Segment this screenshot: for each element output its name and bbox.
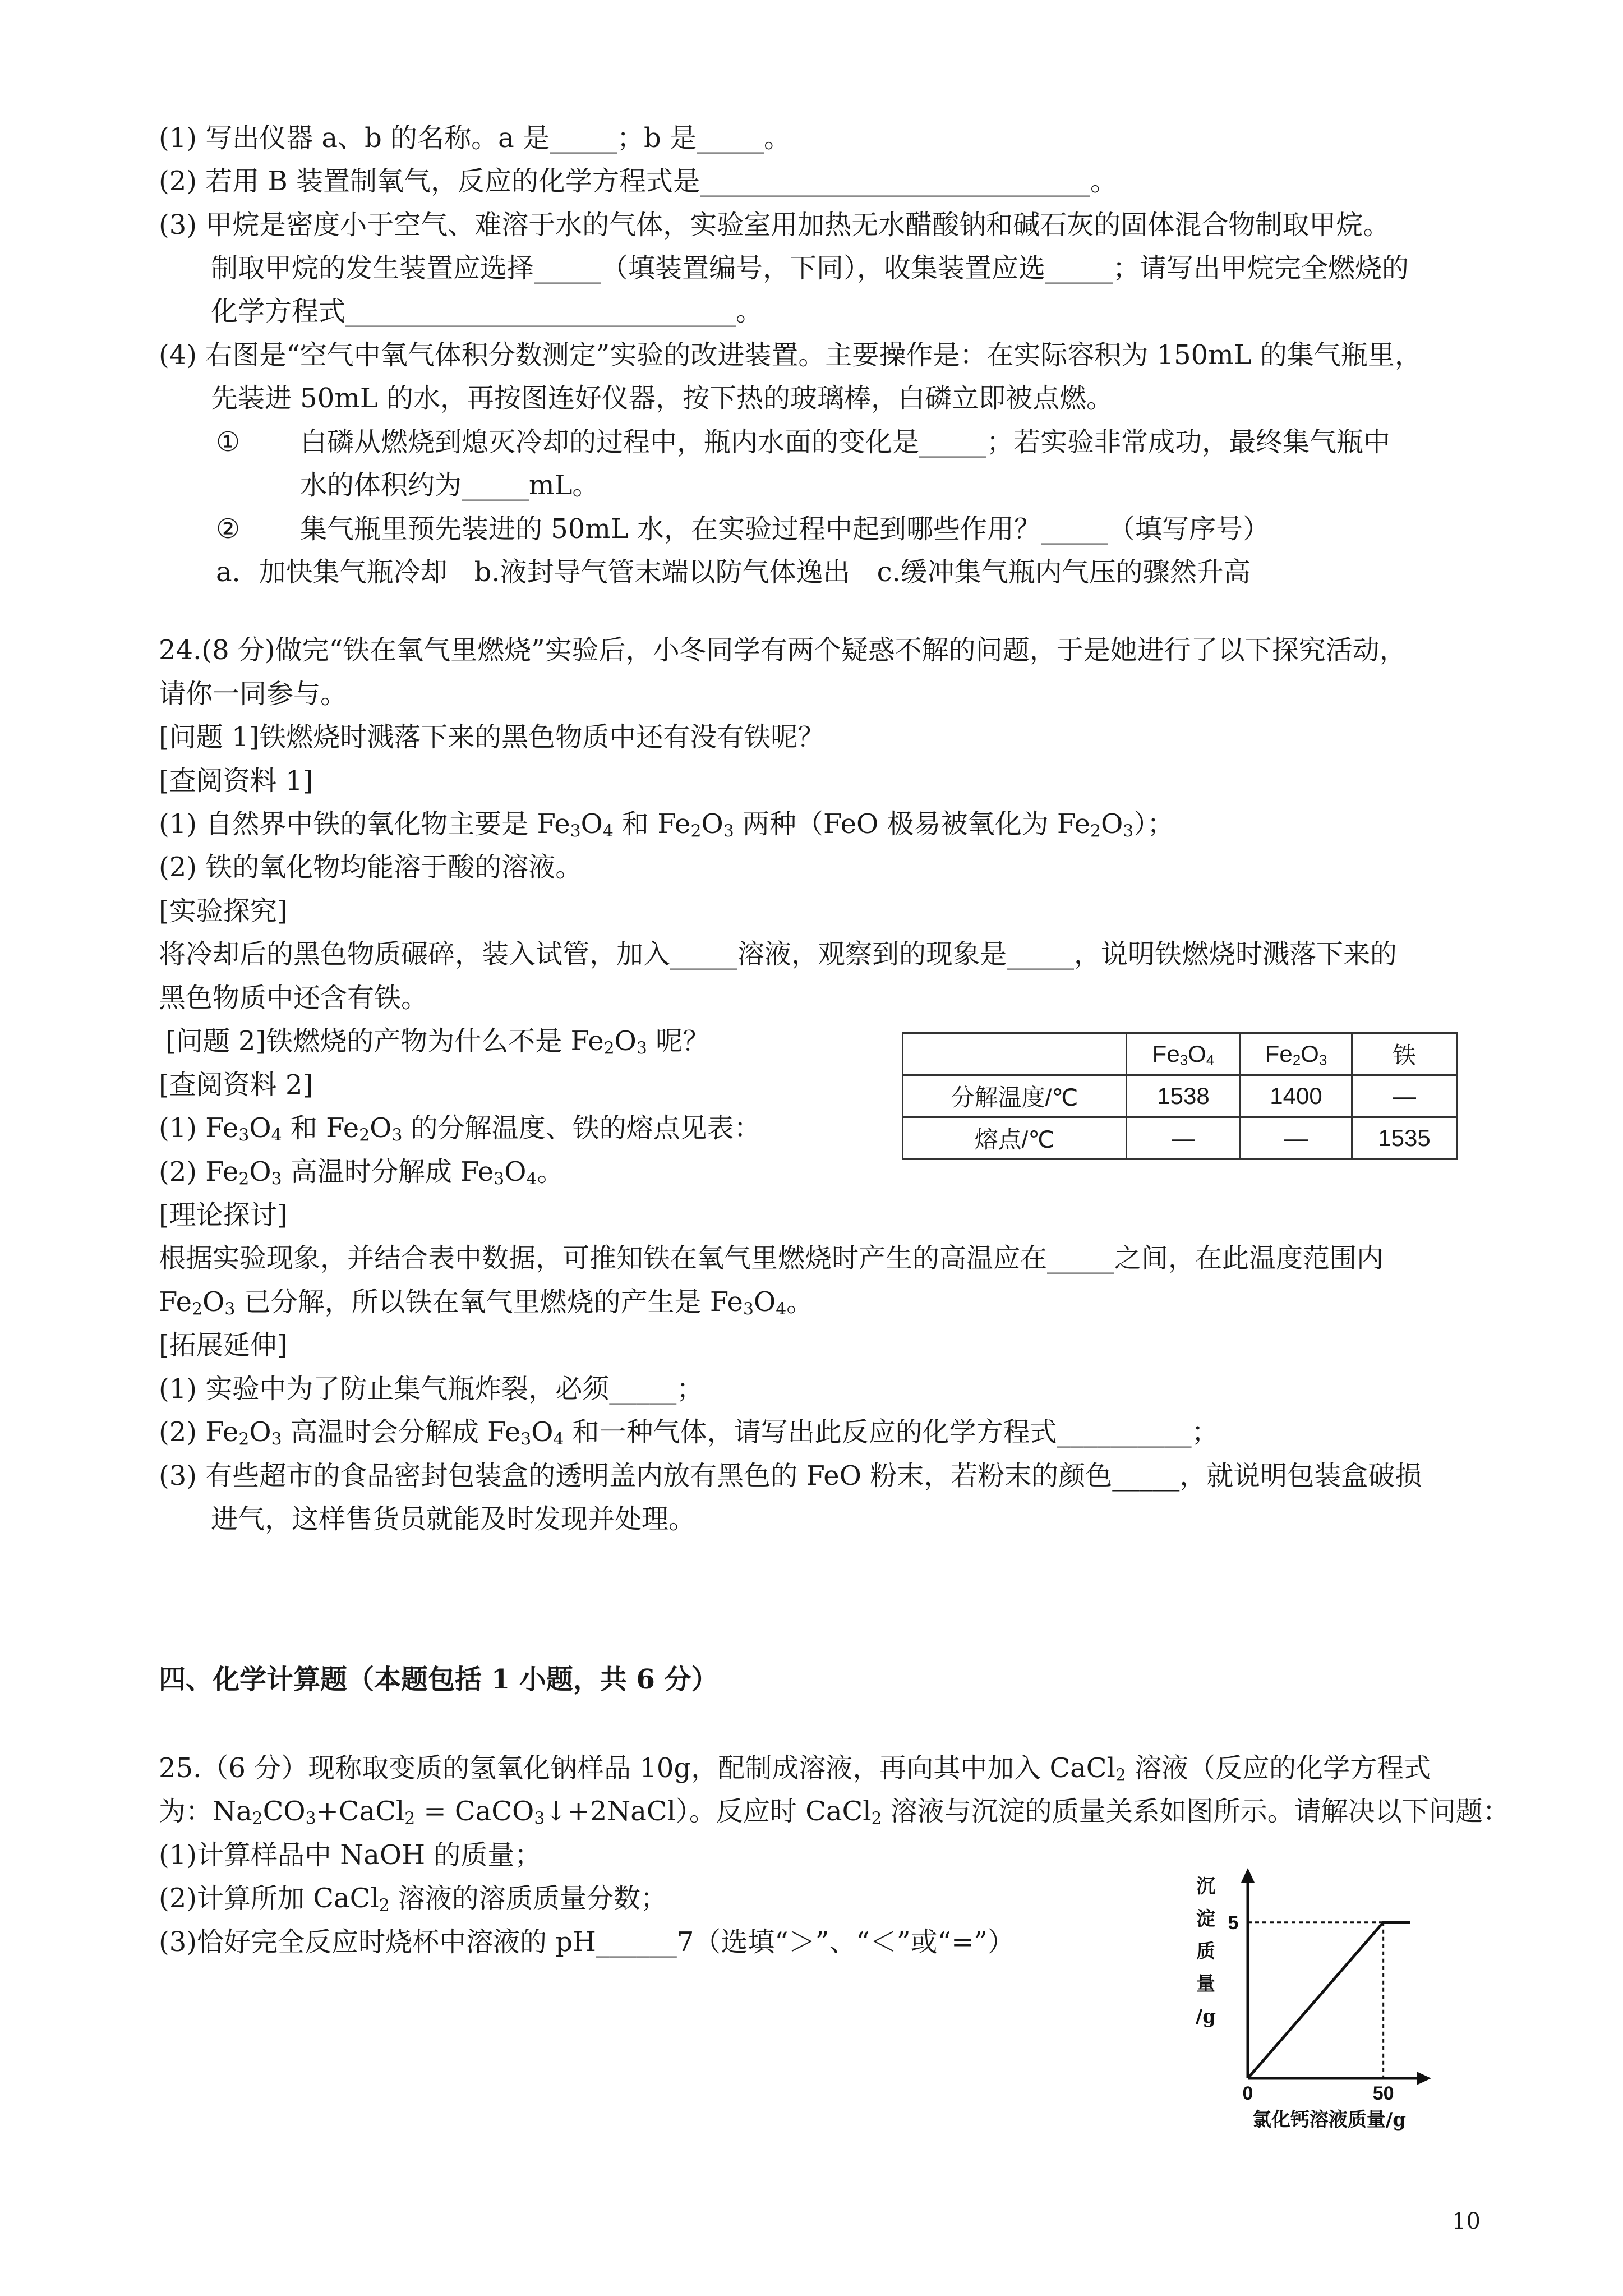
table-corner-cell <box>903 1033 1127 1075</box>
precipitate-mass-chart <box>1178 1868 1492 2137</box>
table-cell: 1538 <box>1127 1075 1241 1117</box>
q23-part4-line1: (4) 右图是“空气中氧气体积分数测定”实验的改进装置。主要操作是：在实际容积为 150mL 的集气瓶里， <box>159 339 1422 371</box>
chart-x-tick-label: 50 <box>1372 2083 1394 2104</box>
table-header-row <box>903 1033 1457 1075</box>
q24-extend-item3-line1: (3) 有些超市的食品密封包装盒的透明盖内放有黑色的 FeO 粉末，若粉末的颜色_____，就说明包装盒破损 <box>159 1460 1422 1492</box>
page-number: 10 <box>1452 2208 1481 2234</box>
q25-question1: (1)计算样品中 NaOH 的质量； <box>159 1839 542 1871</box>
q23-part3-line1: (3) 甲烷是密度小于空气、难溶于水的气体，实验室用加热无水醋酸钠和碱石灰的固体混合物制取甲烷。 <box>159 209 1390 241</box>
q24-extend-item3-line2: 进气，这样售货员就能及时发现并处理。 <box>211 1503 696 1535</box>
table-cell: — <box>1352 1075 1457 1117</box>
table-cell: 1400 <box>1241 1075 1352 1117</box>
chart-series-line <box>1248 1922 1410 2078</box>
q24-extend-item1: (1) 实验中为了防止集气瓶炸裂，必须_____； <box>159 1373 704 1405</box>
chart-y-tick-label: 5 <box>1228 1912 1239 1934</box>
table-row <box>903 1075 1457 1117</box>
q24-intro-line1: 24.(8 分)做完“铁在氧气里燃烧”实验后，小冬同学有两个疑惑不解的问题，于是她进行了以下探究活动， <box>159 634 1407 666</box>
q24-problem2: [问题 2]铁燃烧的产物为什么不是 $Fe_2O_3$ 呢？ <box>165 1025 710 1059</box>
q23-part1: (1) 写出仪器 a、b 的名称。a 是_____；b 是_____。 <box>159 122 791 154</box>
chart-y-axis-label-char: /g <box>1195 2005 1216 2028</box>
chart-origin-label: 0 <box>1242 2083 1253 2104</box>
decomposition-melting-table <box>902 1032 1458 1160</box>
chart-y-axis-arrow <box>1241 1868 1255 1883</box>
q25-question2: (2)计算所加 CaCl$_2$ 溶液的溶质质量分数； <box>159 1883 667 1916</box>
q24-reference1-item1: (1) 自然界中铁的氧化物主要是 $Fe_3O_4$ 和 $Fe_2O_3$ 两种（FeO 极易被氧化为 $Fe_2O_3$）； <box>159 808 1174 841</box>
table-row <box>903 1117 1457 1159</box>
chart-y-axis-label-char: 淀 <box>1196 1908 1215 1930</box>
q23-options: a．加快集气瓶冷却 b.液封导气管末端以防气体逸出 c.缓冲集气瓶内气压的骤然升高 <box>216 556 1251 588</box>
table-row-label-melting: 熔点/℃ <box>903 1117 1127 1159</box>
q23-sub2-number: ② <box>216 513 241 545</box>
chart-x-axis-label: 氯化钙溶液质量/g <box>1252 2109 1407 2131</box>
q23-part2: (2) 若用 B 装置制氧气，反应的化学方程式是_____________________________。 <box>159 165 1118 197</box>
q24-extend-heading: [拓展延伸] <box>159 1329 288 1361</box>
q23-part3-line3: 化学方程式_____________________________。 <box>211 296 763 327</box>
table-header-fe2o3: $Fe_2O_3$ <box>1241 1033 1352 1075</box>
q24-reference2-item2: (2) $Fe_2O_3$ 高温时分解成 $Fe_3O_4$。 <box>159 1156 564 1189</box>
q24-theory-heading: [理论探讨] <box>159 1199 288 1231</box>
table-header-iron: 铁 <box>1352 1033 1457 1075</box>
section4-title: 四、化学计算题（本题包括 1 小题，共 6 分） <box>159 1664 718 1695</box>
table-cell: — <box>1127 1117 1241 1159</box>
q23-sub1-line2: 水的体积约为_____mL。 <box>300 470 600 501</box>
chart-y-axis-label-char: 质 <box>1196 1940 1215 1963</box>
q24-reference1-heading: [查阅资料 1] <box>159 765 313 797</box>
chart-y-axis-label-char: 量 <box>1196 1973 1215 1995</box>
table-cell: 1535 <box>1352 1117 1457 1159</box>
q24-theory-line1: 根据实验现象，并结合表中数据，可推知铁在氧气里燃烧时产生的高温应在_____之间，在此温度范围内 <box>159 1243 1384 1274</box>
q24-problem1: [问题 1]铁燃烧时溅落下来的黑色物质中还有没有铁呢？ <box>159 721 825 753</box>
q23-part4-line2: 先装进 50mL 的水，再按图连好仪器，按下热的玻璃棒，白磷立即被点燃。 <box>211 383 1113 414</box>
q25-question3: (3)恰好完全反应时烧杯中溶液的 pH______7（选填“＞”、“＜”或“=”） <box>159 1926 1015 1958</box>
table-cell: — <box>1241 1117 1352 1159</box>
chart-y-axis-label <box>1196 1875 1216 2028</box>
table-header-fe3o4: $Fe_3O_4$ <box>1127 1033 1241 1075</box>
q24-explore-heading: [实验探究] <box>159 895 288 927</box>
q24-explore-line2: 黑色物质中还含有铁。 <box>159 982 428 1014</box>
q24-reference2-item1: (1) $Fe_3O_4$ 和 $Fe_2O_3$ 的分解温度、铁的熔点见表： <box>159 1112 761 1145</box>
q25-line2: 为：$Na_2CO_3+CaCl_2$ = CaCO$_3$↓+2NaCl）。反应时 CaCl$_2$ 溶液与沉淀的质量关系如图所示。请解决以下问题： <box>159 1796 1510 1829</box>
q23-sub1-number: ① <box>216 426 241 458</box>
q24-reference1-item2: (2) 铁的氧化物均能溶于酸的溶液。 <box>159 852 583 883</box>
chart-x-axis-arrow <box>1417 2072 1431 2085</box>
q25-line1: 25.（6 分）现称取变质的氢氧化钠样品 10g，配制成溶液，再向其中加入 CaCl$_2$ 溶液（反应的化学方程式 <box>159 1752 1431 1786</box>
q24-extend-item2: (2) $Fe_2O_3$ 高温时会分解成 $Fe_3O_4$ 和一种气体，请写出此反应的化学方程式__________； <box>159 1416 1219 1450</box>
table-row-label-decomposition: 分解温度/℃ <box>903 1075 1127 1117</box>
q23-sub1-line1: 白磷从燃烧到熄灭冷却的过程中，瓶内水面的变化是_____；若实验非常成功，最终集气瓶中 <box>300 426 1391 458</box>
q23-sub2-line1: 集气瓶里预先装进的 50mL 水，在实验过程中起到哪些作用？_____（填写序号） <box>300 513 1270 545</box>
q24-reference2-heading: [查阅资料 2] <box>159 1069 313 1101</box>
q24-theory-line2: $Fe_2O_3$ 已分解，所以铁在氧气里燃烧的产生是 $Fe_3O_4$。 <box>159 1286 814 1319</box>
chart-y-axis-label-char: 沉 <box>1196 1875 1215 1898</box>
q24-intro-line2: 请你一同参与。 <box>159 678 348 710</box>
q24-explore-line1: 将冷却后的黑色物质碾碎，装入试管，加入_____溶液，观察到的现象是_____，说明铁燃烧时溅落下来的 <box>159 938 1398 970</box>
q23-part3-line2: 制取甲烷的发生装置应选择_____（填装置编号，下同），收集装置应选_____；请写出甲烷完全燃烧的 <box>211 252 1409 284</box>
